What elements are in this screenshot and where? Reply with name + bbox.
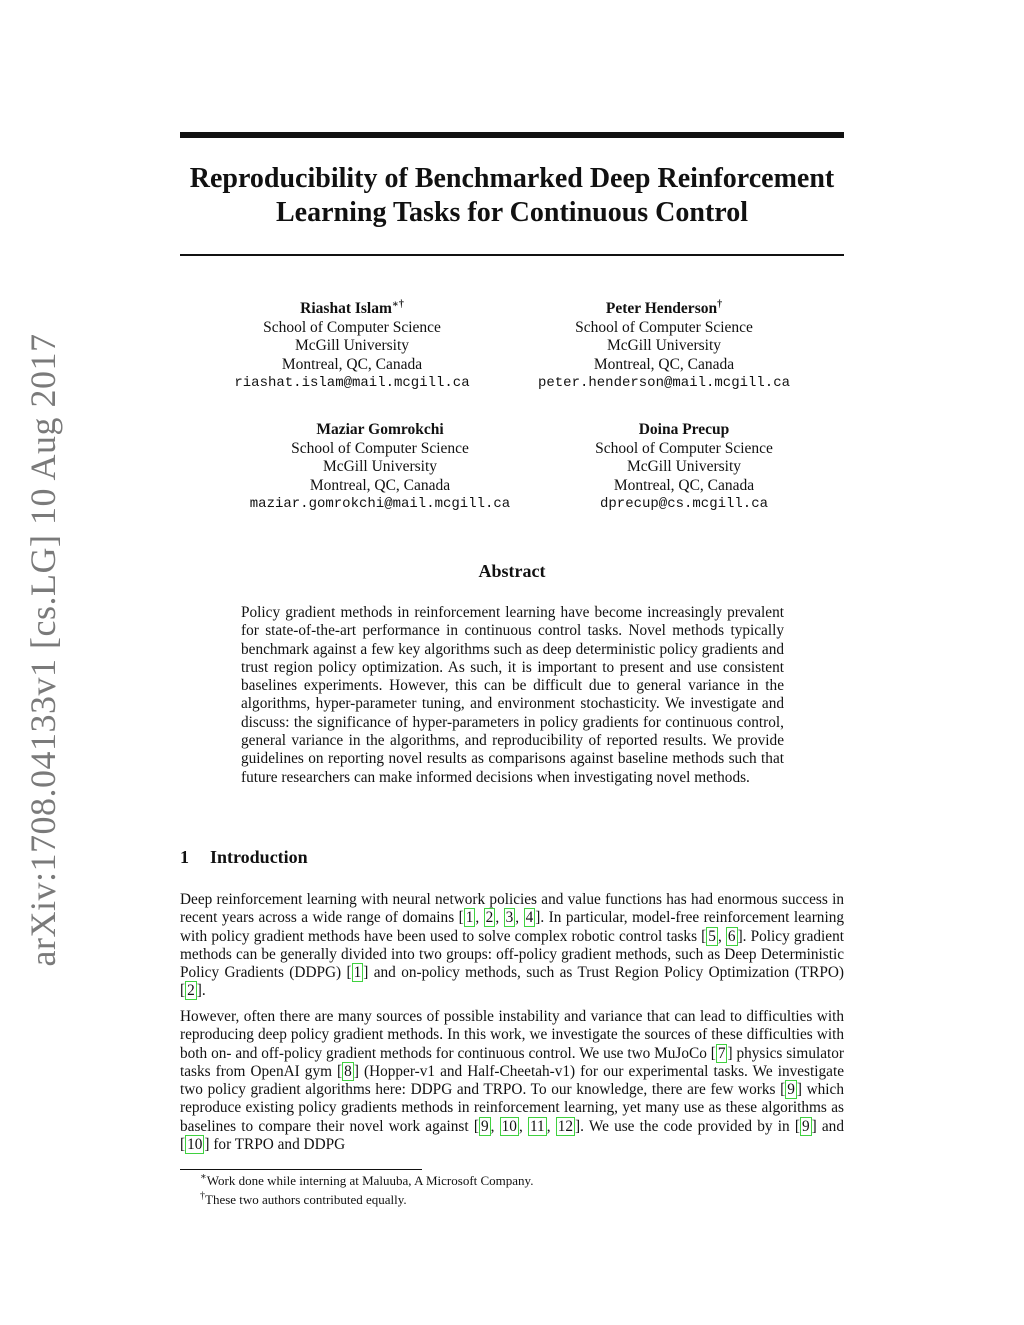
author-location: Montreal, QC, Canada: [593, 355, 735, 373]
footnote-mark: ∗: [200, 1171, 207, 1183]
author-university: McGill University: [322, 458, 438, 475]
citation-link[interactable]: 6: [727, 927, 736, 945]
section-number: 1: [180, 847, 189, 867]
author-university: McGill University: [606, 337, 722, 354]
section-title: Introduction: [210, 847, 308, 867]
author-name: Riashat Islam∗†: [300, 298, 404, 317]
citation-link[interactable]: 1: [353, 964, 362, 982]
author-block: [524, 421, 844, 514]
author-location: Montreal, QC, Canada: [309, 476, 451, 494]
footnote-text: Work done while interning at Maluuba, A Microsoft Company.: [206, 1173, 534, 1188]
title-rule-top: [180, 132, 844, 138]
arxiv-identifier-text: arXiv:1708.04133v1 [cs.LG] 10 Aug 2017: [23, 333, 63, 967]
citation-link[interactable]: 2: [485, 909, 494, 927]
intro-paragraph: However, often there are many sources of possible instability and variance that can lead to difficulties with reproducing deep policy gradient methods. In this work, we investigate the sources of these difficulties with both on- and off-policy gradient methods for continuous control. We use two MuJoCo [ 7 ] physics simulator tasks from OpenAI gym [ 8 ] (Hopper-v1 and Half-Cheetah-v1) for our experimental tasks. We investigate two policy gradient algorithms here: DDPG and TRPO. To our knowledge, there are few works [ 9 ] which reproduce existing policy gradients methods in reinforcement learning, yet many use as these algorithms as baselines to compare their novel work against [ 9 , 10 , 11 , 12 ]. We use the code provided by in [ 9 ] and [ 10 ] for TRPO and DDPG: [180, 1008, 844, 1154]
author-marks: ∗†: [391, 298, 404, 310]
citation-link[interactable]: 4: [525, 909, 534, 927]
author-department: School of Computer Science: [291, 439, 469, 457]
citation-link[interactable]: 11: [529, 1117, 545, 1135]
author-location: Montreal, QC, Canada: [281, 355, 423, 373]
author-email[interactable]: dprecup@cs.mcgill.ca: [599, 496, 769, 512]
citation-link[interactable]: 7: [717, 1044, 726, 1062]
citation-link[interactable]: 9: [801, 1117, 810, 1135]
citation-link[interactable]: 2: [187, 982, 195, 1000]
footnote-mark: †: [200, 1190, 205, 1202]
author-marks: †: [717, 298, 723, 310]
author-university: McGill University: [294, 337, 410, 354]
abstract-heading: Abstract: [478, 561, 546, 581]
citation-link[interactable]: 12: [557, 1117, 574, 1135]
citation-link[interactable]: 10: [187, 1136, 203, 1154]
footnote: [200, 1192, 407, 1208]
author-location: Montreal, QC, Canada: [613, 476, 755, 494]
citation-link[interactable]: 1: [465, 909, 474, 927]
author-department: School of Computer Science: [575, 318, 753, 336]
abstract-text: Policy gradient methods in reinforcement learning have become increasingly prevalent for state-of-the-art performance in continuous control tasks. Novel methods typically benchmark against a few key algorithms such as deep deterministic policy gradients and trust region policy optimization. As such, it is important to present and use consistent baselines experiments. However, this can be difficult due to general variance in the algorithms, hyper-parameter tuning, and environment stochasticity. We investigate and discuss: the significance of hyper-parameters in policy gradients for continuous control, general variance in the algorithms, and reproducibility of reported results. We provide guidelines on reporting novel results as comparisons against baseline methods such that future researchers can make informed decisions when investigating novel methods.: [241, 604, 784, 786]
paper-title: Reproducibility of Benchmarked Deep Reinforcement Learning Tasks for Continuous Control: [189, 163, 835, 228]
citation-link[interactable]: 9: [480, 1117, 489, 1135]
citation-link[interactable]: 3: [505, 909, 514, 927]
author-university: McGill University: [626, 458, 742, 475]
author-department: School of Computer Science: [595, 439, 773, 457]
author-email[interactable]: maziar.gomrokchi@mail.mcgill.ca: [249, 496, 511, 512]
title-rule-bottom: [180, 254, 844, 256]
footnote: [200, 1173, 533, 1189]
author-block: [504, 300, 824, 393]
author-block: [220, 421, 540, 514]
author-email[interactable]: peter.henderson@mail.mcgill.ca: [537, 375, 791, 391]
citation-link[interactable]: 10: [501, 1117, 517, 1135]
author-name: Peter Henderson†: [605, 298, 723, 317]
citation-link[interactable]: 5: [708, 927, 716, 945]
footnote-rule: [180, 1169, 422, 1170]
author-name: Doina Precup: [638, 421, 730, 438]
author-block: [192, 300, 512, 393]
section-heading: [180, 847, 308, 868]
footnote-text: These two authors contributed equally.: [205, 1192, 407, 1207]
author-email[interactable]: riashat.islam@mail.mcgill.ca: [234, 375, 470, 391]
citation-link[interactable]: 9: [787, 1081, 795, 1099]
author-name: Maziar Gomrokchi: [316, 421, 444, 438]
intro-paragraph: Deep reinforcement learning with neural network policies and value functions has had enormous success in recent years across a wide range of domains [ 1 , 2 , 3 , 4 ]. In particular, model-free reinforcement learning with policy gradient methods have been used to solve complex robotic control tasks [ 5 , 6 ]. Policy gradient methods can be generally divided into two groups: off-policy gradient methods, such as Deep Deterministic Policy Gradients (DDPG) [ 1 ] and on-policy methods, such as Trust Region Policy Optimization (TRPO) [ 2 ].: [180, 891, 845, 1000]
author-department: School of Computer Science: [263, 318, 441, 336]
citation-link[interactable]: 8: [344, 1062, 352, 1080]
